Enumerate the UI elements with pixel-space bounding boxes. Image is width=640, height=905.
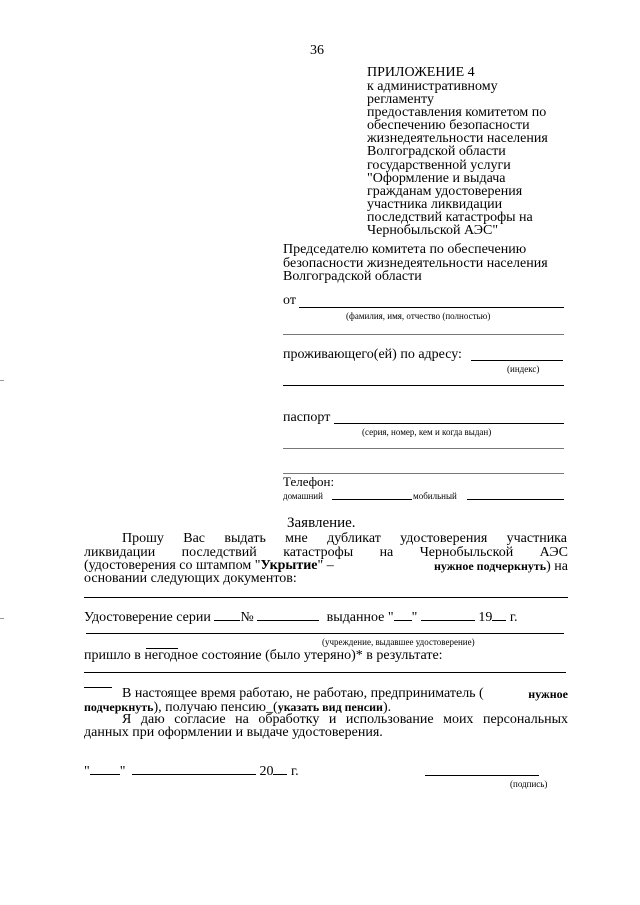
stamp-dash: " – <box>317 558 334 573</box>
home-phone-label: домашний <box>283 491 323 501</box>
date-year-field[interactable] <box>273 763 287 775</box>
underline-hint: нужное подчеркнуть <box>433 559 547 573</box>
institution-field[interactable] <box>86 633 564 634</box>
line3-end: ) на <box>546 559 568 574</box>
issued-year-field[interactable] <box>492 609 506 621</box>
passport-label: паспорт <box>283 410 331 425</box>
certificate-number-field[interactable] <box>257 609 319 621</box>
full-name-hint: (фамилия, имя, отчество (полностью) <box>346 311 491 321</box>
full-name-field-2[interactable] <box>283 334 564 335</box>
appendix-line: к административному <box>367 79 498 94</box>
passport-hint: (серия, номер, кем и когда выдан) <box>362 427 492 437</box>
appendix-line: гражданам удостоверения <box>367 183 523 199</box>
addressee-line: Председателю комитета по обеспечению <box>283 242 527 257</box>
date-line <box>84 763 299 779</box>
pension-text: ), получаю пенсию_( <box>153 700 278 715</box>
signature-hint: (подпись) <box>510 779 548 789</box>
statement-line-4: основании следующих документов: <box>84 571 297 586</box>
full-name-field[interactable] <box>299 307 564 308</box>
appendix-line: предоставления комитетом по <box>367 105 547 121</box>
quote-mark: " <box>411 610 418 625</box>
pension-end: ). <box>382 700 392 715</box>
date-month-field[interactable] <box>132 763 256 775</box>
year-suffix: г. <box>509 610 518 625</box>
issued-month-field[interactable] <box>421 609 475 621</box>
appendix-line: Волгоградской области <box>367 144 506 160</box>
institution-hint: (учреждение, выдавшее удостоверение) <box>322 637 475 647</box>
stamp-word: Укрытие <box>260 558 318 573</box>
statement-line: ликвидации последствий катастрофы на Чернобыльской АЭС <box>84 545 568 560</box>
address-label: проживающего(ей) по адресу: <box>283 347 462 362</box>
certificate-series-label: Удостоверение серии <box>84 610 211 625</box>
appendix-text <box>367 80 548 237</box>
reason-field[interactable] <box>84 672 566 673</box>
underline-hint-2: нужное <box>528 687 568 701</box>
year-prefix: 19 <box>478 610 493 625</box>
phone-label: Телефон: <box>283 474 335 489</box>
scan-mark <box>0 618 4 619</box>
pension-type-hint: указать вид пенсии <box>277 700 383 714</box>
work-status-line <box>122 687 568 701</box>
quote-mark: " <box>84 764 90 779</box>
appendix-line: "Оформление и выдача <box>367 170 506 186</box>
page-number: 36 <box>310 43 324 58</box>
appendix-line: регламенту <box>367 92 434 108</box>
appendix-line: государственной услуги <box>367 157 511 173</box>
statement-title: Заявление. <box>287 515 356 531</box>
appendix-line: обеспечению безопасности <box>367 118 530 134</box>
scan-mark <box>0 380 4 381</box>
index-hint: (индекс) <box>507 364 540 374</box>
passport-field-2[interactable] <box>283 448 564 449</box>
year-suffix: г. <box>290 764 299 779</box>
year-prefix: 20 <box>259 764 274 779</box>
addressee-line: Волгоградской области <box>283 269 422 284</box>
issued-day-field[interactable] <box>394 609 412 621</box>
work-status-text: В настоящее время работаю, не работаю, предприниматель ( <box>122 686 484 701</box>
address-field[interactable] <box>283 385 564 386</box>
addressee <box>283 243 548 284</box>
consent-line: Я даю согласие на обработку и использование моих персональных <box>122 712 568 727</box>
mobile-phone-label: мобильный <box>413 491 457 501</box>
date-day-field[interactable] <box>90 763 120 775</box>
consent-line: данных при оформлении и выдаче удостоверения. <box>84 725 383 740</box>
appendix-title: ПРИЛОЖЕНИЕ 4 <box>367 65 475 80</box>
from-label: от <box>283 293 296 308</box>
appendix-line: жизнедеятельности населения <box>367 131 548 147</box>
appendix-line: участника ликвидации <box>367 196 503 212</box>
appendix-line: Чернобыльской АЭС" <box>367 223 499 239</box>
passport-field[interactable] <box>334 423 564 424</box>
certificate-series-field[interactable] <box>214 609 240 621</box>
statement-line: Прошу Вас выдать мне дубликат удостоверения участника <box>122 531 567 546</box>
postal-index-field[interactable] <box>471 360 563 361</box>
damage-text: пришло в негодное состояние (было утеряно)* в результате: <box>84 648 443 663</box>
stamp-intro: (удостоверения со штампом " <box>84 558 261 573</box>
appendix-line: последствий катастрофы на <box>367 209 533 225</box>
signature-field[interactable] <box>425 775 539 776</box>
number-sign: № <box>240 610 254 625</box>
mobile-phone-field[interactable] <box>467 499 564 500</box>
quote-mark: " <box>119 764 126 779</box>
underline-hint-3: подчеркнуть <box>84 700 154 714</box>
documents-field[interactable] <box>84 597 568 598</box>
addressee-line: безопасности жизнедеятельности населения <box>283 255 548 271</box>
certificate-line <box>84 609 518 625</box>
issued-label: выданное " <box>326 610 394 625</box>
footnote-mark <box>84 687 112 688</box>
home-phone-field[interactable] <box>332 499 412 500</box>
